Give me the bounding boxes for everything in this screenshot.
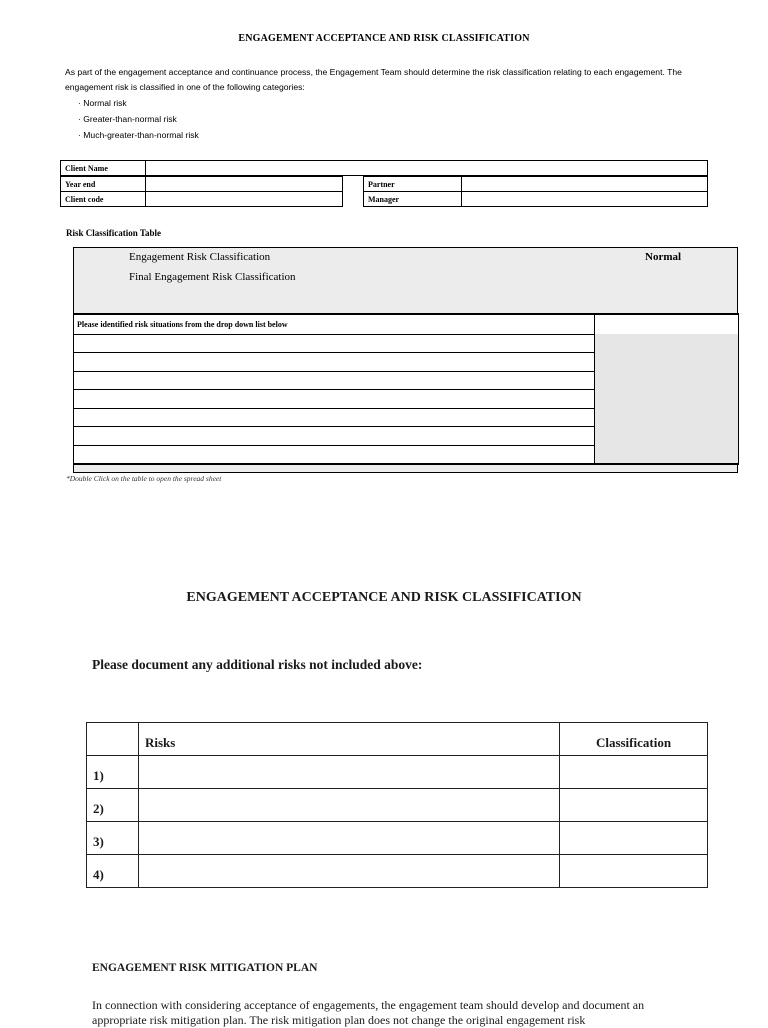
risks-header: Risks <box>139 723 560 756</box>
risk-situation-row[interactable] <box>74 371 595 390</box>
table-cell <box>595 445 739 464</box>
classification-field[interactable] <box>560 789 708 822</box>
classification-field[interactable] <box>560 756 708 789</box>
risk-category-list <box>78 95 199 143</box>
risk-situation-row[interactable] <box>74 390 595 409</box>
footnote: *Double Click on the table to open the spread sheet <box>66 474 222 483</box>
classification-field[interactable] <box>560 855 708 888</box>
engagement-risk-label: Engagement Risk Classification <box>129 251 271 263</box>
risk-table-heading: Risk Classification Table <box>66 228 162 238</box>
engagement-risk-value: Normal <box>645 251 682 263</box>
situations-header-blank <box>595 314 739 334</box>
year-end-label: Year end <box>61 177 146 192</box>
row-number: 4) <box>87 855 139 888</box>
table-cell <box>595 371 739 390</box>
risk-situation-row[interactable] <box>74 353 595 372</box>
risk-field[interactable] <box>139 756 560 789</box>
table-cell <box>595 427 739 446</box>
list-item: · Normal risk <box>78 98 127 108</box>
client-name-label: Client Name <box>61 161 146 176</box>
client-name-field[interactable] <box>146 161 708 176</box>
risk-field[interactable] <box>139 789 560 822</box>
client-info-right-table <box>363 176 708 207</box>
classification-header: Classification <box>560 723 708 756</box>
row-number: 3) <box>87 822 139 855</box>
risk-situation-row[interactable] <box>74 445 595 464</box>
page2-title: ENGAGEMENT ACCEPTANCE AND RISK CLASSIFICATION <box>186 590 582 605</box>
mitigation-text: In connection with considering acceptance of engagements, the engagement team should develop and document an appropriate risk mitigation plan. The risk mitigation plan does not change the original engagement risk <box>92 998 645 1027</box>
table-cell <box>595 334 739 353</box>
year-end-field[interactable] <box>146 177 343 192</box>
risk-situation-row[interactable] <box>74 408 595 427</box>
risk-situations-table <box>73 313 739 465</box>
table-cell <box>595 390 739 409</box>
partner-label: Partner <box>364 177 462 192</box>
risk-field[interactable] <box>139 822 560 855</box>
client-code-field[interactable] <box>146 192 343 207</box>
manager-label: Manager <box>364 192 462 207</box>
row-number: 1) <box>87 756 139 789</box>
situations-header: Please identified risk situations from the drop down list below <box>74 314 595 334</box>
list-item: · Much-greater-than-normal risk <box>78 130 199 140</box>
intro-paragraph: As part of the engagement acceptance and continuance process, the Engagement Team should determine the risk classification relating to each engagement. The engagement risk is classified in one of the following categories: <box>65 67 682 92</box>
manager-field[interactable] <box>462 192 708 207</box>
list-item: · Greater-than-normal risk <box>78 114 177 124</box>
document-title: ENGAGEMENT ACCEPTANCE AND RISK CLASSIFICATION <box>238 33 530 44</box>
additional-risks-prompt: Please document any additional risks not included above: <box>92 657 423 672</box>
row-number: 2) <box>87 789 139 822</box>
classification-field[interactable] <box>560 822 708 855</box>
partner-field[interactable] <box>462 177 708 192</box>
table-cell <box>595 353 739 372</box>
client-code-label: Client code <box>61 192 146 207</box>
table-cell <box>595 408 739 427</box>
risk-situation-row[interactable] <box>74 427 595 446</box>
risk-situation-row[interactable] <box>74 334 595 353</box>
additional-risks-table <box>86 722 708 888</box>
mitigation-title: ENGAGEMENT RISK MITIGATION PLAN <box>92 962 318 974</box>
risk-field[interactable] <box>139 855 560 888</box>
header-blank <box>87 723 139 756</box>
client-info-left-table <box>60 176 343 207</box>
final-risk-label: Final Engagement Risk Classification <box>129 271 296 283</box>
client-info-table <box>60 160 708 176</box>
